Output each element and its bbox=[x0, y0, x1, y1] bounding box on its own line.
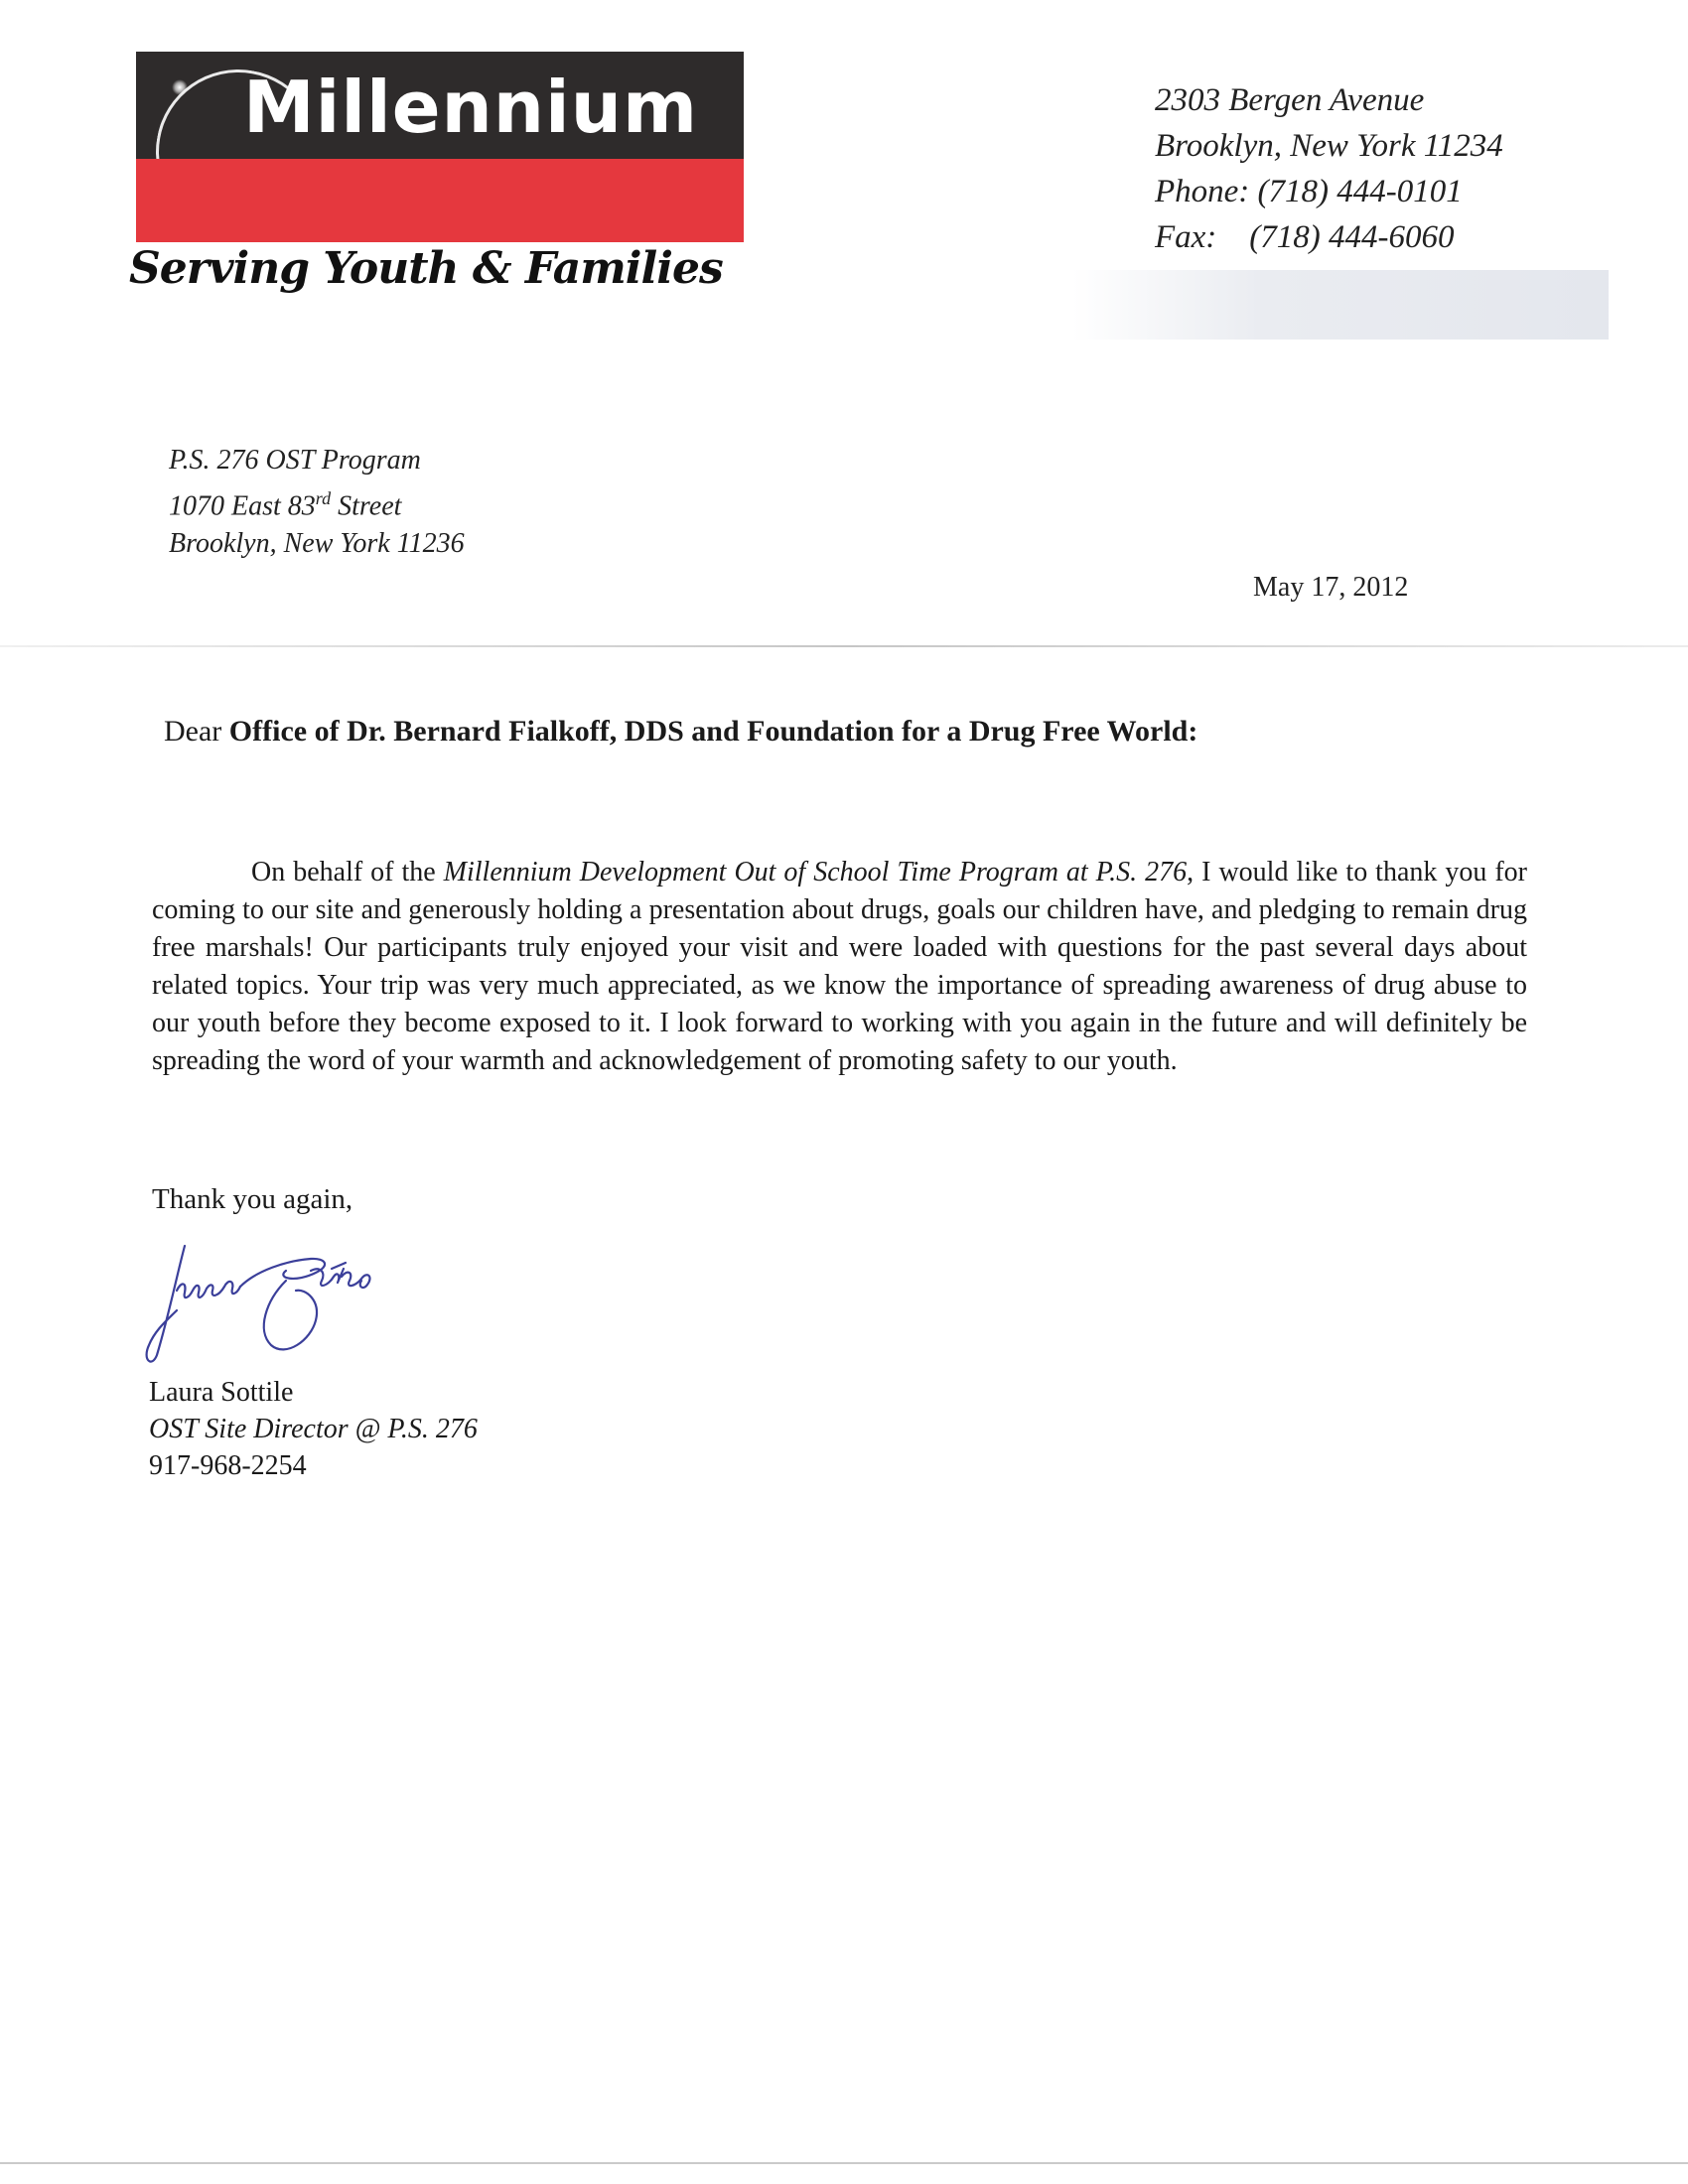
sender-fax-number: (718) 444-6060 bbox=[1249, 219, 1455, 255]
body-rest: , I would like to thank you for coming to our site and generously holding a presentation about drugs, goals our children have, and pledging to remain drug free marshals! Our participants truly enjoyed your visit and were loaded with questions for the past several days about related topics. Your trip was very much appreciated, as we know the importance of spreading awareness of drug abuse to our youth before they become exposed to it. I look forward to working with you again in the future and will definitely be spreading the word of your warmth and acknowledgement of promoting safety to our youth. bbox=[152, 857, 1528, 1076]
salutation-greeting: Dear bbox=[164, 715, 229, 748]
signer-phone: 917-968-2254 bbox=[149, 1450, 307, 1481]
recipient-line1: P.S. 276 OST Program bbox=[169, 445, 421, 476]
recipient-line2-suffix: Street bbox=[331, 490, 402, 522]
signature bbox=[137, 1221, 425, 1370]
recipient-address bbox=[169, 442, 465, 563]
body-lead: On behalf of the bbox=[251, 857, 444, 887]
salutation-addressee: Office of Dr. Bernard Fialkoff, DDS and Foundation for a Drug Free World: bbox=[228, 715, 1198, 748]
recipient-line2 bbox=[169, 479, 465, 525]
fold-line-divider bbox=[0, 645, 1688, 647]
logo-dark-band bbox=[136, 52, 744, 159]
recipient-line3: Brooklyn, New York 11236 bbox=[169, 528, 465, 560]
letter-body bbox=[152, 854, 1527, 1080]
scan-artifact bbox=[1072, 270, 1609, 340]
sender-phone: Phone: (718) 444-0101 bbox=[1155, 174, 1463, 209]
sender-address bbox=[1155, 77, 1503, 260]
logo-flare-icon bbox=[172, 79, 188, 95]
signer-title: OST Site Director @ P.S. 276 bbox=[149, 1414, 478, 1444]
sender-street: 2303 Bergen Avenue bbox=[1155, 82, 1425, 118]
logo-division: Development bbox=[239, 281, 493, 325]
sender-fax bbox=[1155, 214, 1503, 260]
signer-name: Laura Sottile bbox=[149, 1377, 294, 1408]
salutation bbox=[164, 713, 1197, 751]
sender-fax-label: Fax: bbox=[1155, 219, 1217, 255]
letter-date: May 17, 2012 bbox=[1253, 572, 1409, 603]
sender-city: Brooklyn, New York 11234 bbox=[1155, 128, 1503, 164]
recipient-line2-prefix: 1070 East 83 bbox=[169, 490, 316, 522]
closing: Thank you again, bbox=[152, 1183, 353, 1215]
recipient-line2-superscript: rd bbox=[315, 488, 332, 508]
scan-bottom-edge bbox=[0, 2162, 1688, 2164]
body-program-name: Millennium Development Out of School Time Program at P.S. 276 bbox=[443, 857, 1188, 887]
logo-established: est. 1993 bbox=[591, 292, 736, 328]
logo-name: Millennium bbox=[243, 66, 698, 149]
tagline: Serving Youth & Families bbox=[129, 243, 723, 294]
